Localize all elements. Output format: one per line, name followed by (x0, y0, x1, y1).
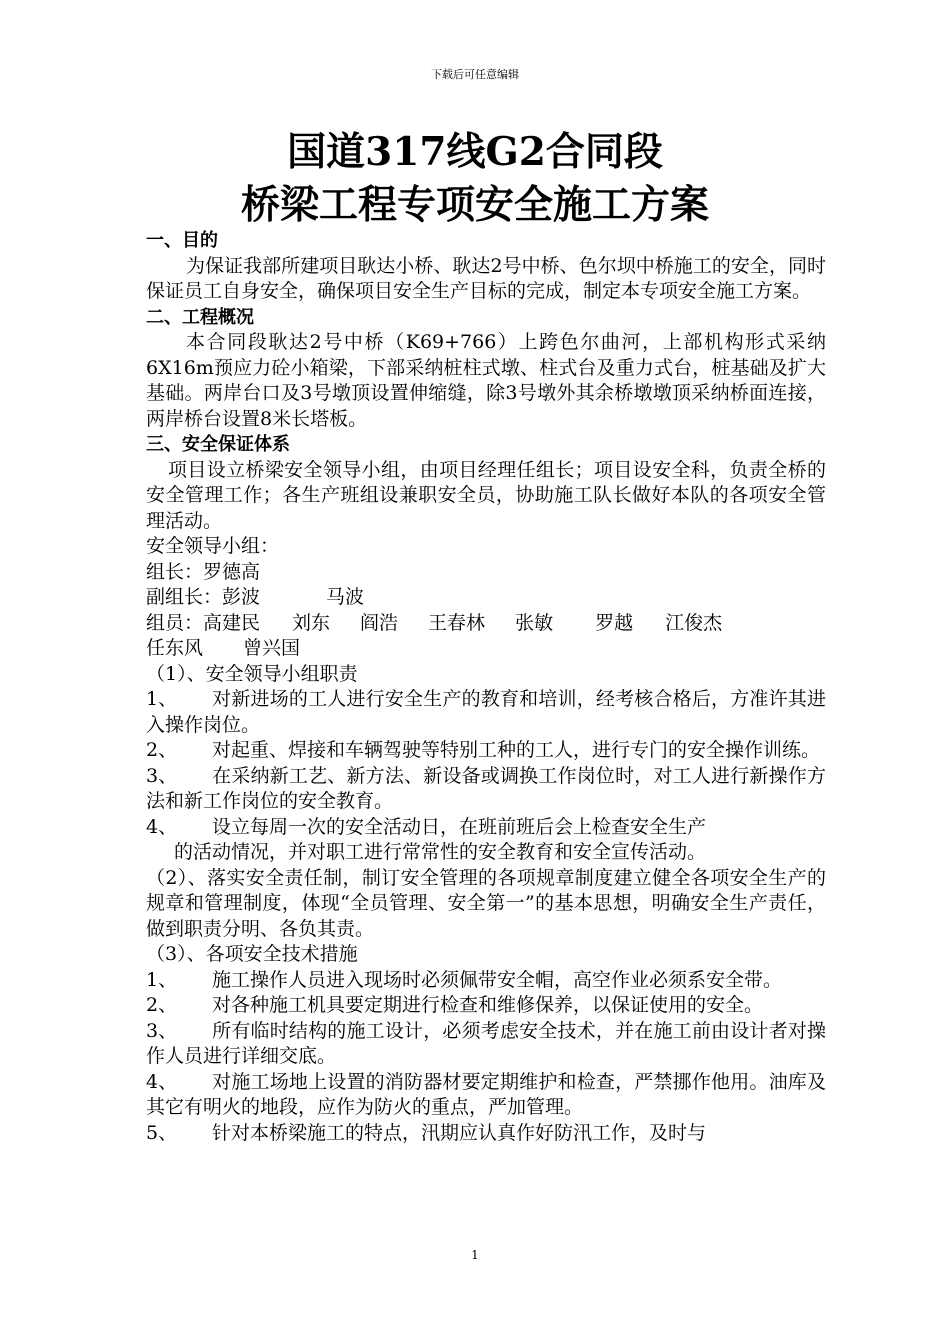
group-members-line2 (146, 636, 826, 662)
subsection-heading-3: （3）、各项安全技术措施 (146, 943, 358, 965)
section-heading-purpose: 一、目的 (146, 230, 218, 251)
member-name: 阎浩 (360, 611, 399, 634)
member-name: 江俊杰 (665, 611, 723, 634)
document-body (146, 228, 826, 1146)
group-members (146, 611, 826, 637)
member-name: 王春林 (428, 611, 486, 634)
list-item: 2、 对各种施工机具要定期进行检查和维修保养，以保证使用的安全。 (146, 994, 764, 1016)
subsection-heading-1: （1）、安全领导小组职责 (146, 662, 358, 685)
member-name: 曾兴国 (243, 637, 301, 659)
document-title-line2: 桥梁工程专项安全施工方案 (240, 182, 709, 228)
paragraph-safety-system: 项目设立桥梁安全领导小组，由项目经理任组长；项目设安全科，负责全桥的安全管理工作；各生产班组设兼职安全员，协助施工队长做好本队的各项安全管理活动。 (146, 458, 826, 532)
member-name: 刘东 (292, 611, 331, 634)
member-name: 组员：高建民 (146, 611, 261, 634)
list-item: 1、 对新进场的工人进行安全生产的教育和培训，经考核合格后，方准许其进入操作岗位。 (146, 688, 826, 736)
group-label: 安全领导小组： (146, 535, 280, 557)
list-item: 5、 针对本桥梁施工的特点，汛期应认真作好防汛工作，及时与 (146, 1121, 707, 1144)
document-title-line1: 国道317线G2合同段 (287, 129, 663, 175)
page-number: 1 (471, 1248, 479, 1262)
list-item: 2、 对起重、焊接和车辆驾驶等特别工种的工人，进行专门的安全操作训练。 (146, 739, 821, 761)
deputy-1: 副组长：彭波 (146, 586, 261, 608)
list-item: 4、 对施工场地上设置的消防器材要定期维护和检查，严禁挪作他用。油库及其它有明火的地段，应作为防火的重点，严加管理。 (146, 1070, 826, 1118)
member-name: 罗越 (595, 611, 634, 634)
list-item: 3、 所有临时结构的施工设计，必须考虑安全技术，并在施工前由设计者对操作人员进行详细交底。 (146, 1019, 826, 1067)
group-deputies (146, 585, 826, 611)
paragraph-overview: 本合同段耿达2号中桥（K69+766）上跨色尔曲河，上部机构形式采纳6X16m预应力砼小箱梁，下部采纳桩柱式墩、柱式台及重力式台，桩基础及扩大基础。两岸台口及3号墩顶设置伸缩缝，除3号墩外其余桥墩墩顶采纳桥面连接，两岸桥台设置8米长塔板。 (146, 331, 826, 430)
subsection-paragraph-2: （2）、落实安全责任制，制订安全管理的各项规章制度建立健全各项安全生产的规章和管理制度，体现“全员管理、安全第一”的基本思想，明确安全生产责任，做到职责分明、各负其责。 (146, 866, 826, 940)
member-name: 任东风 (146, 637, 204, 659)
list-item: 1、 施工操作人员进入现场时必须佩带安全帽，高空作业必须系安全带。 (146, 968, 783, 991)
member-name: 张敏 (515, 611, 554, 634)
list-item: 3、 在采纳新工艺、新方法、新设备或调换工作岗位时，对工人进行新操作方法和新工作岗位的安全教育。 (146, 764, 826, 812)
section-heading-overview: 二、工程概况 (146, 306, 254, 328)
paragraph-purpose: 为保证我部所建项目耿达小桥、耿达2号中桥、色尔坝中桥施工的安全，同时保证员工自身安全，确保项目安全生产目标的完成，制定本专项安全施工方案。 (146, 254, 826, 302)
section-heading-safety-system: 三、安全保证体系 (146, 434, 290, 455)
header-note: 下载后可任意编辑 (431, 68, 519, 81)
list-item: 4、 设立每周一次的安全活动日，在班前班后会上检查安全生产 (146, 815, 707, 838)
list-item-continuation: 的活动情况，并对职工进行常常性的安全教育和安全宣传活动。 (174, 841, 707, 863)
deputy-2: 马波 (326, 586, 365, 608)
group-leader: 组长：罗德高 (146, 560, 261, 583)
